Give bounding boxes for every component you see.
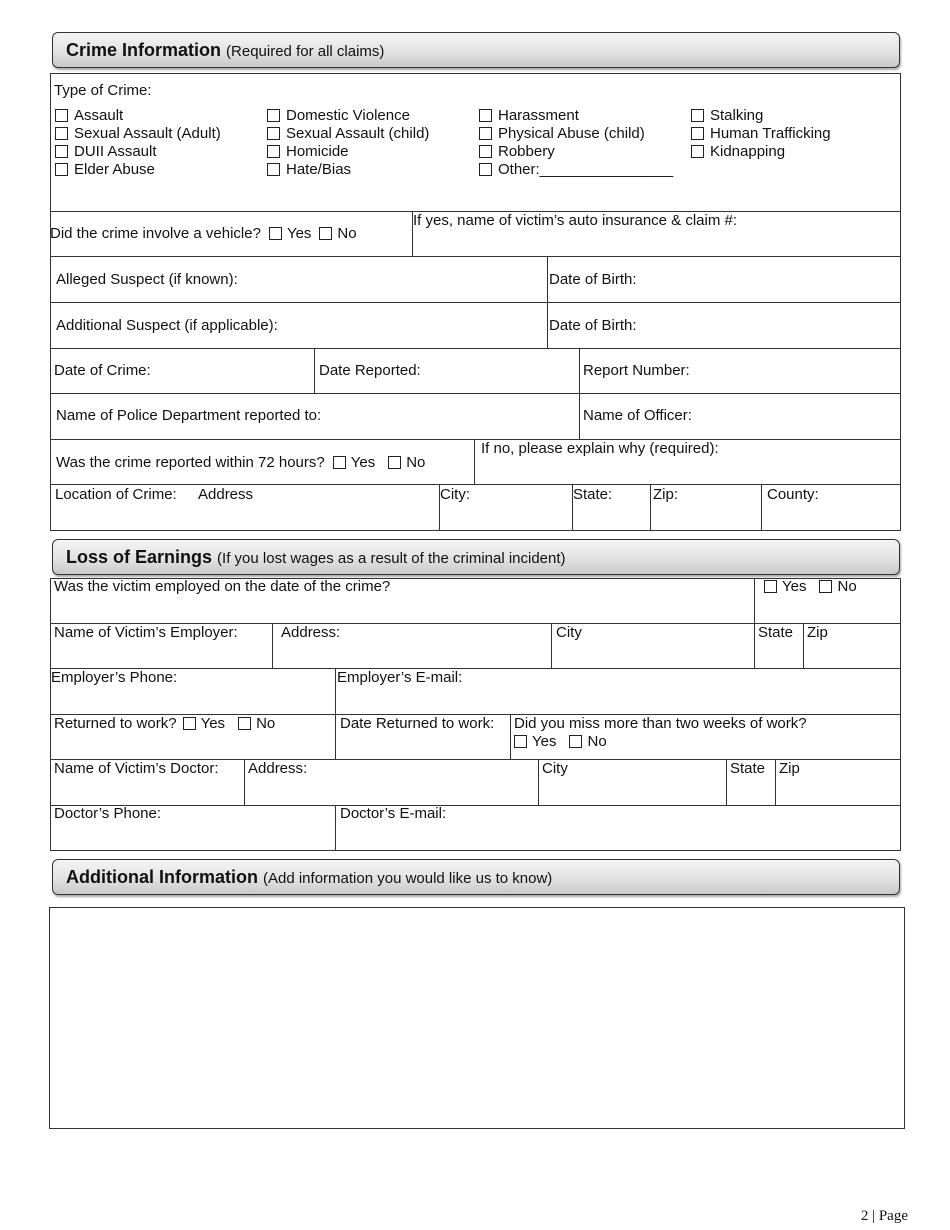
location-label: Location of Crime: <box>55 486 177 503</box>
additional-suspect-label: Additional Suspect (if applicable): <box>56 317 278 334</box>
employer-city-label: City <box>556 624 582 641</box>
checkbox-icon[interactable] <box>267 163 280 176</box>
crime-type-harassment[interactable]: Harassment <box>479 107 579 125</box>
reported-no-checkbox[interactable] <box>388 456 401 469</box>
checkbox-icon[interactable] <box>267 127 280 140</box>
checkbox-icon[interactable] <box>55 163 68 176</box>
suspect-dob-label: Date of Birth: <box>549 271 637 288</box>
crime-type-robbery[interactable]: Robbery <box>479 143 555 161</box>
crime-type-duii-assault[interactable]: DUII Assault <box>55 143 157 161</box>
checkbox-icon[interactable] <box>479 145 492 158</box>
employer-name-label: Name of Victim’s Employer: <box>54 624 238 641</box>
employed-no-checkbox[interactable] <box>819 580 832 593</box>
crime-type-other[interactable]: Other:________________ <box>479 161 673 179</box>
officer-label: Name of Officer: <box>583 407 692 424</box>
type-of-crime-label: Type of Crime: <box>54 82 152 99</box>
employer-zip-label: Zip <box>807 624 828 641</box>
suspect-label: Alleged Suspect (if known): <box>56 271 238 288</box>
reported-yes-checkbox[interactable] <box>333 456 346 469</box>
checkbox-icon[interactable] <box>55 109 68 122</box>
additional-information-textarea[interactable] <box>49 907 905 1129</box>
employer-phone-label: Employer’s Phone: <box>51 669 178 686</box>
checkbox-icon[interactable] <box>479 127 492 140</box>
crime-type-stalking[interactable]: Stalking <box>691 107 763 125</box>
crime-information-header <box>52 32 900 68</box>
two-weeks-question: Did you miss more than two weeks of work? <box>514 715 807 732</box>
police-department-label: Name of Police Department reported to: <box>56 407 322 424</box>
date-of-crime-label: Date of Crime: <box>54 362 151 379</box>
checkbox-icon[interactable] <box>691 127 704 140</box>
location-city-label: City: <box>440 486 470 503</box>
earnings-section-title: Loss of Earnings <box>66 547 213 567</box>
employer-email-label: Employer’s E-mail: <box>337 669 463 686</box>
insurance-label: If yes, name of victim’s auto insurance & claim #: <box>413 212 738 229</box>
checkbox-icon[interactable] <box>691 145 704 158</box>
crime-section-title: Crime Information <box>66 40 222 60</box>
employer-state-label: State <box>758 624 794 641</box>
doctor-city-label: City <box>542 760 568 777</box>
vehicle-no-checkbox[interactable] <box>319 227 332 240</box>
reported-72-question: Was the crime reported within 72 hours? Yes No <box>56 454 426 471</box>
location-state-label: State: <box>573 486 613 503</box>
returned-to-work-question: Returned to work? Yes No <box>54 715 276 732</box>
crime-type-hate-bias[interactable]: Hate/Bias <box>267 161 351 179</box>
crime-section-subtitle: (Required for all claims) <box>226 43 385 60</box>
earnings-section-subtitle: (If you lost wages as a result of the criminal incident) <box>217 550 566 567</box>
crime-type-sexual-assault-adult[interactable]: Sexual Assault (Adult) <box>55 125 221 143</box>
page-number: 2 | Page <box>860 1208 908 1224</box>
crime-type-elder-abuse[interactable]: Elder Abuse <box>55 161 155 179</box>
crime-type-homicide[interactable]: Homicide <box>267 143 349 161</box>
checkbox-icon[interactable] <box>691 109 704 122</box>
crime-type-human-trafficking[interactable]: Human Trafficking <box>691 125 831 143</box>
returned-yes-checkbox[interactable] <box>183 717 196 730</box>
checkbox-icon[interactable] <box>267 109 280 122</box>
crime-type-physical-abuse-child[interactable]: Physical Abuse (child) <box>479 125 645 143</box>
two-weeks-options: Yes No <box>506 733 607 751</box>
date-reported-label: Date Reported: <box>319 362 421 379</box>
doctor-zip-label: Zip <box>779 760 800 777</box>
checkbox-icon[interactable] <box>479 163 492 176</box>
date-returned-label: Date Returned to work: <box>340 715 495 732</box>
crime-type-domestic-violence[interactable]: Domestic Violence <box>267 107 410 125</box>
additional-information-header <box>52 859 900 895</box>
explain-label: If no, please explain why (required): <box>481 440 719 457</box>
two-weeks-no-checkbox[interactable] <box>569 735 582 748</box>
checkbox-icon[interactable] <box>267 145 280 158</box>
employer-address-label: Address: <box>281 624 341 641</box>
doctor-name-label: Name of Victim’s Doctor: <box>54 760 219 777</box>
employed-options: Yes No <box>756 578 857 596</box>
report-number-label: Report Number: <box>583 362 690 379</box>
doctor-email-label: Doctor’s E-mail: <box>340 805 447 822</box>
doctor-state-label: State <box>730 760 766 777</box>
additional-section-subtitle: (Add information you would like us to know) <box>263 870 553 887</box>
employed-question: Was the victim employed on the date of the crime? <box>54 578 391 595</box>
additional-suspect-dob-label: Date of Birth: <box>549 317 637 334</box>
crime-type-sexual-assault-child[interactable]: Sexual Assault (child) <box>267 125 429 143</box>
vehicle-yes-checkbox[interactable] <box>269 227 282 240</box>
employed-yes-checkbox[interactable] <box>764 580 777 593</box>
crime-type-assault[interactable]: Assault <box>55 107 123 125</box>
additional-section-title: Additional Information <box>66 867 258 887</box>
location-address-label: Address <box>198 486 254 503</box>
returned-no-checkbox[interactable] <box>238 717 251 730</box>
vehicle-question: Did the crime involve a vehicle? Yes No <box>50 225 357 242</box>
location-county-label: County: <box>767 486 819 503</box>
loss-of-earnings-header <box>52 539 900 575</box>
checkbox-icon[interactable] <box>55 145 68 158</box>
checkbox-icon[interactable] <box>479 109 492 122</box>
checkbox-icon[interactable] <box>55 127 68 140</box>
crime-type-kidnapping[interactable]: Kidnapping <box>691 143 785 161</box>
doctor-phone-label: Doctor’s Phone: <box>54 805 162 822</box>
two-weeks-yes-checkbox[interactable] <box>514 735 527 748</box>
doctor-address-label: Address: <box>248 760 308 777</box>
location-zip-label: Zip: <box>653 486 679 503</box>
